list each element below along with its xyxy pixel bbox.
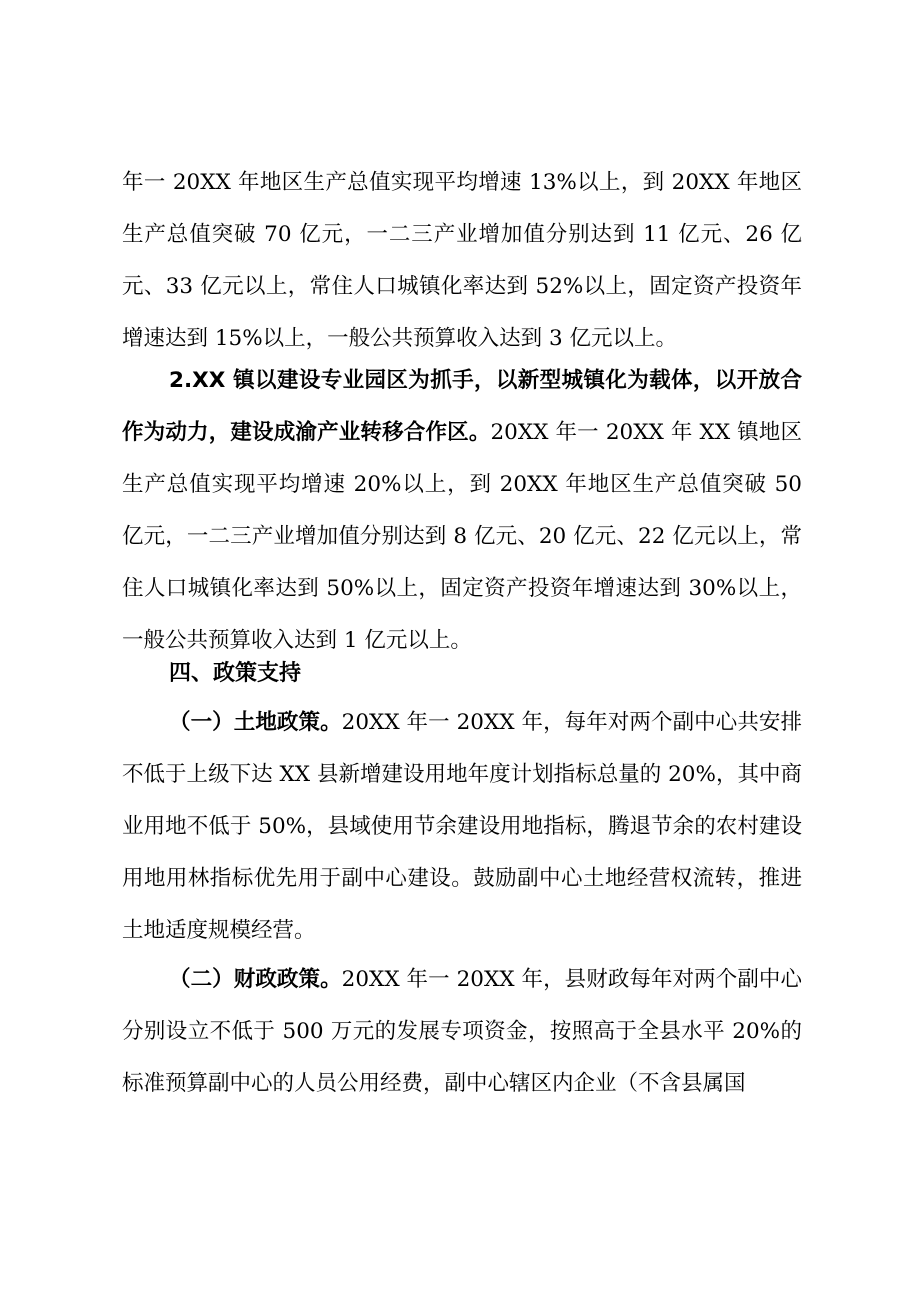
paragraph-text: 20XX 年一 20XX 年，每年对两个副中心共安排不低于上级下达 XX 县新增建设用地年度计划指标总量的 20%，其中商业用地不低于 50%，县域使用节余建设用地指标，腾退节余的农村建设用地用林指标优先用于副中心建设。鼓励副中心土地经营权流转，推进土地适度规模经营。 [122, 710, 802, 943]
paragraph-growth-targets [122, 157, 802, 365]
paragraph-text: 20XX 年一 20XX 年，县财政每年对两个副中心分别设立不低于 500 万元的发展专项资金，按照高于全县水平 20%的标准预算副中心的人员公用经费，副中心辖区内企业（不含县属国 [122, 967, 802, 1096]
paragraph-text: 年一 20XX 年地区生产总值实现平均增速 13%以上，到 20XX 年地区生产总值突破 70 亿元，一二三产业增加值分别达到 11 亿元、26 亿元、33 亿元以上，常住人口城镇化率达到 52%以上，固定资产投资年增速达到 15%以上，一般公共预算收入达到 3 亿元以上。 [122, 170, 802, 351]
paragraph-fiscal-policy [122, 954, 802, 1110]
paragraph-lead: （二）财政政策。 [169, 967, 342, 992]
paragraph-lead: （一）土地政策。 [169, 710, 342, 735]
paragraph-text: 20XX 年一 20XX 年 XX 镇地区生产总值实现平均增速 20%以上，到 20XX 年地区生产总值突破 50 亿元，一二三产业增加值分别达到 8 亿元、20 亿元、22 亿元以上，常住人口城镇化率达到 50%以上，固定资产投资年增速达到 30%以上，一般公共预算收入达到 1 亿元以上。 [122, 420, 802, 653]
paragraph-xx-town-targets [122, 355, 802, 667]
paragraph-lead: 2.XX 镇以建设专业园区为抓手，以新型城镇化为载体，以开放合作为动力，建设成渝产业转移合作区。 [122, 368, 802, 445]
paragraph-land-policy [122, 697, 802, 957]
section-heading: 四、政策支持 [169, 661, 302, 686]
